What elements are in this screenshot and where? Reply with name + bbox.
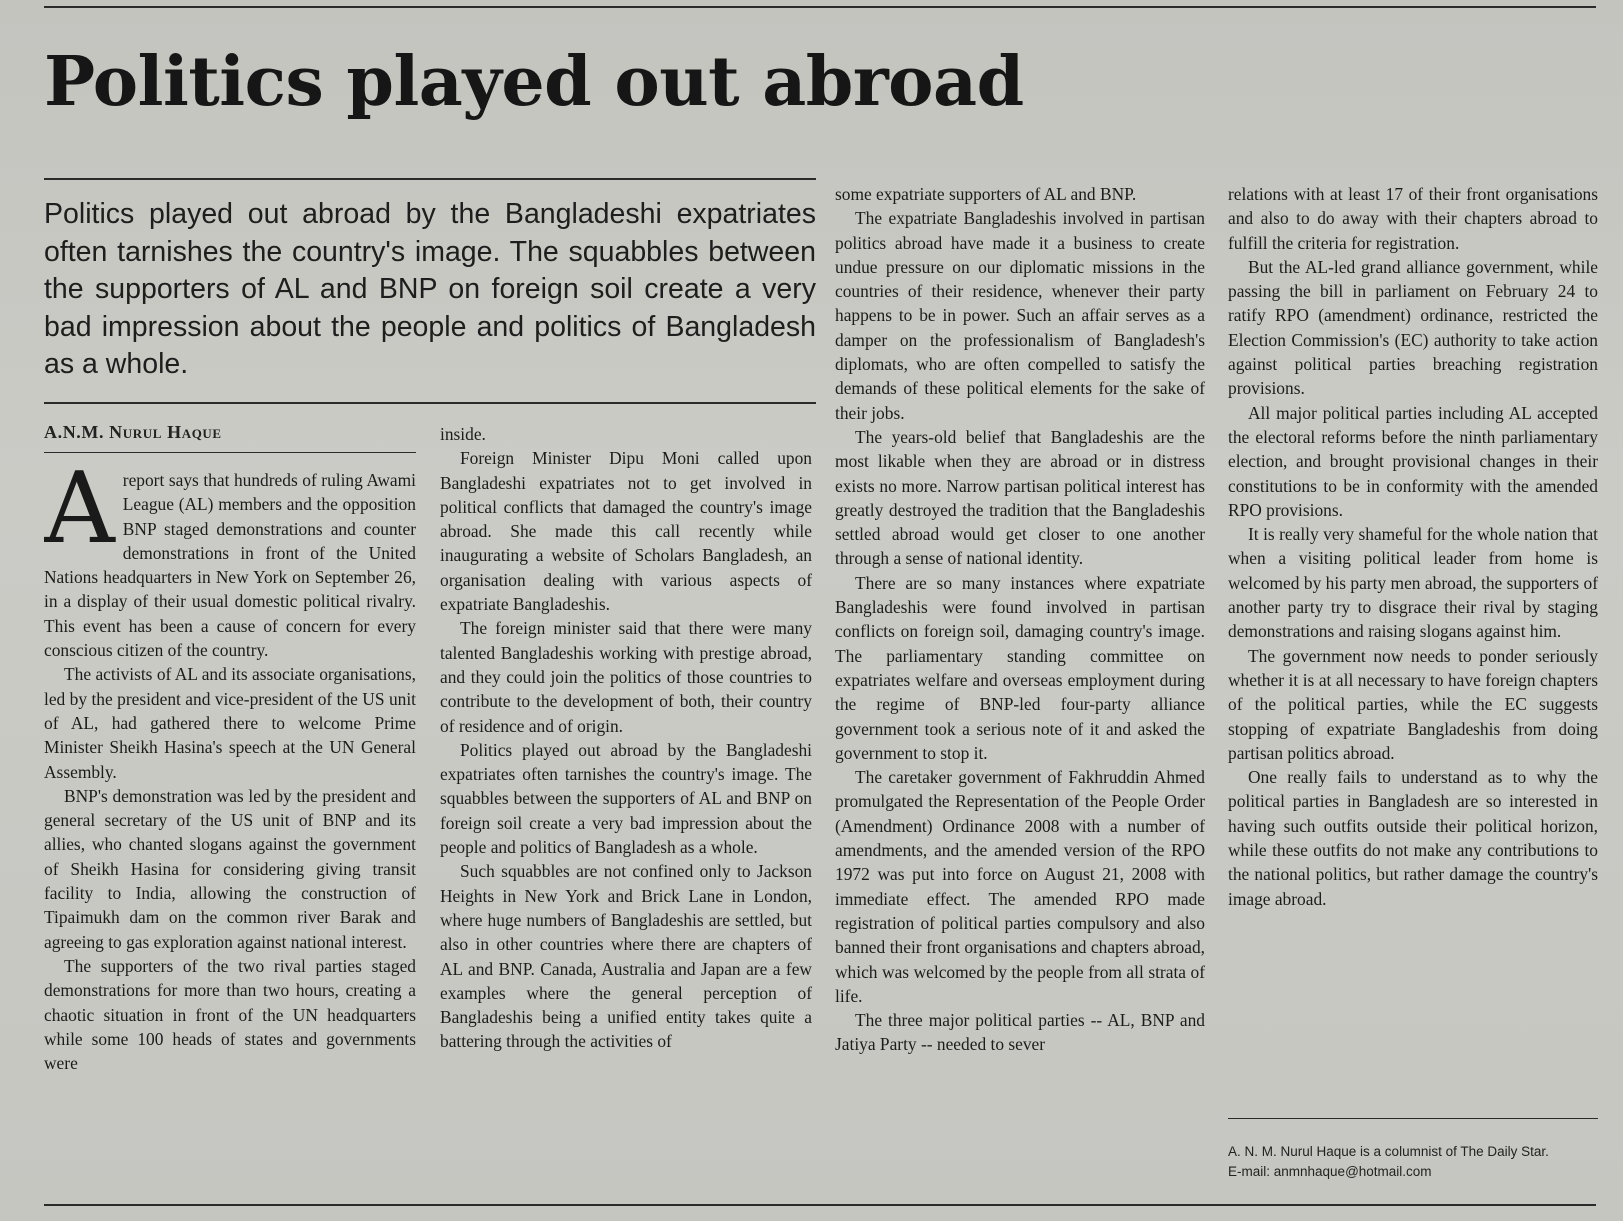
paragraph: BNP's demonstration was led by the president and general secretary of the US unit of BNP and its allies, who chanted slogans against the government of Sheikh Hasina for considering giving transit facility to India, allowing the construction of Tipaimukh dam on the common river Barak and agreeing to gas exploration against national interest. [44, 785, 416, 952]
paragraph: The foreign minister said that there were many talented Bangladeshis working with prestige abroad, and they could join the politics of those countries to contribute to the development of both, their country of residence and of origin. [440, 618, 812, 736]
paragraph: The supporters of the two rival parties staged demonstrations for more than two hours, creating a chaotic situation in front of the UN headquarters while some 100 heads of states and governments were [44, 955, 416, 1074]
paragraph: It is really very shameful for the whole nation that when a visiting political leader from home is welcomed by his party men abroad, the supporters of another party try to disgrace their rival by staging demonstrations and raising slogans against him. [1228, 524, 1598, 642]
article-column-2 [440, 422, 812, 1188]
paragraph: The caretaker government of Fakhruddin Ahmed promulgated the Representation of the People Order (Amendment) Ordinance 2008 with a number of amendments, and the amended version of the RPO 1972 was put into force on August 21, 2008 with immediate effect. The amended RPO made registration of political parties compulsory and also banned their front organisations and chapters abroad, which was welcomed by the people from all strata of life. [835, 767, 1205, 1006]
top-rule [44, 6, 1596, 8]
article-deck: Politics played out abroad by the Bangladeshi expatriates often tarnishes the country's image. The squabbles between the supporters of AL and BNP on foreign soil create a very bad impression about the people and politics of Bangladesh as a whole. [44, 198, 816, 380]
article-column-4 [1228, 182, 1598, 1112]
paragraph: some expatriate supporters of AL and BNP. [835, 184, 1137, 204]
byline-rule [44, 452, 416, 453]
article-column-3 [835, 182, 1205, 1188]
paragraph [44, 468, 416, 662]
paragraph: Foreign Minister Dipu Moni called upon Bangladeshi expatriates not to get involved in political conflicts that damaged the country's image abroad. She made this call recently while inaugurating a website of Scholars Bangladesh, an organisation dealing with various aspects of expatriate Bangladeshis. [440, 448, 812, 615]
author-email: E-mail: anmnhaque@hotmail.com [1228, 1164, 1432, 1179]
deck-top-rule [44, 178, 816, 180]
paragraph: But the AL-led grand alliance government, while passing the bill in parliament on February 24 to ratify RPO (amendment) ordinance, restricted the Election Commission's (EC) authority to take action against political parties breaching registration provisions. [1228, 256, 1598, 399]
paragraph: Such squabbles are not confined only to Jackson Heights in New York and Brick Lane in London, where huge numbers of Bangladeshis are settled, but also in other countries where there are chapters of AL and BNP. Canada, Australia and Japan are a few examples where the general perception of Bangladeshis being a unified entity takes quite a battering through the activities of [440, 861, 812, 1052]
paragraph: inside. [440, 424, 486, 444]
paragraph: One really fails to understand as to why the political parties in Bangladesh are so interested in having such outfits outside their political horizon, while these outfits do not make any contributions to the national politics, but rather damage the country's image abroad. [1228, 767, 1598, 909]
article-headline: Politics played out abroad [44, 42, 1024, 122]
paragraph: relations with at least 17 of their front organisations and also to do away with their chapters abroad to fulfill the criteria for registration. [1228, 184, 1598, 253]
paragraph: The three major political parties -- AL, BNP and Jatiya Party -- needed to sever [835, 1010, 1205, 1055]
paragraph: There are so many instances where expatriate Bangladeshis were found involved in partisan conflicts on foreign soil, damaging country's image. The parliamentary standing committee on expatriates welfare and overseas employment during the regime of BNP-led four-party alliance government took a serious note of it and asked the government to stop it. [835, 572, 1205, 763]
tagline-rule [1228, 1118, 1598, 1119]
paragraph: The years-old belief that Bangladeshis are the most likable when they are abroad or in distress exists no more. Narrow partisan political interest has greatly destroyed the tradition that the Bangladeshis settled abroad would get closer to one another through a sense of national identity. [835, 426, 1205, 569]
bottom-rule [44, 1204, 1596, 1206]
paragraph: The expatriate Bangladeshis involved in partisan politics abroad have made it a business to create undue pressure on our diplomatic missions in the countries of their residence, whenever their party happens to be in power. Such an affair serves as a damper on the professionalism of Bangladesh's diplomats, who are often compelled to satisfy the demands of these political elements for the sake of their jobs. [835, 208, 1205, 423]
paragraph: Politics played out abroad by the Bangladeshi expatriates often tarnishes the country's image. The squabbles between the supporters of AL and BNP on foreign soil create a very bad impression about the people and politics of Bangladesh as a whole. [440, 739, 812, 858]
paragraph: All major political parties including AL accepted the electoral reforms before the ninth parliamentary election, and brought provisional changes in their constitutions to be in conformity with the amended RPO provisions. [1228, 402, 1598, 520]
author-tagline: A. N. M. Nurul Haque is a columnist of The Daily Star. [1228, 1144, 1549, 1159]
article-byline: A.N.M. Nurul Haque [44, 422, 222, 442]
paragraph: The activists of AL and its associate organisations, led by the president and vice-president of the US unit of AL, had gathered there to welcome Prime Minister Sheikh Hasina's speech at the UN General Assembly. [44, 664, 416, 782]
paragraph: The government now needs to ponder seriously whether it is at all necessary to have foreign chapters of the political parties, while the EC suggests stopping of expatriate Bangladeshis from doing partisan politics abroad. [1228, 645, 1598, 763]
article-column-1 [44, 468, 416, 1188]
deck-bottom-rule [44, 402, 816, 404]
paragraph-text: report says that hundreds of ruling Awami League (AL) members and the opposition BNP staged demonstrations and counter demonstrations in front of the United Nations headquarters in New York on September 26, in a display of their usual domestic political rivalry. This event has been a cause of concern for every conscious citizen of the country. [44, 470, 416, 661]
drop-cap: A [44, 468, 115, 566]
